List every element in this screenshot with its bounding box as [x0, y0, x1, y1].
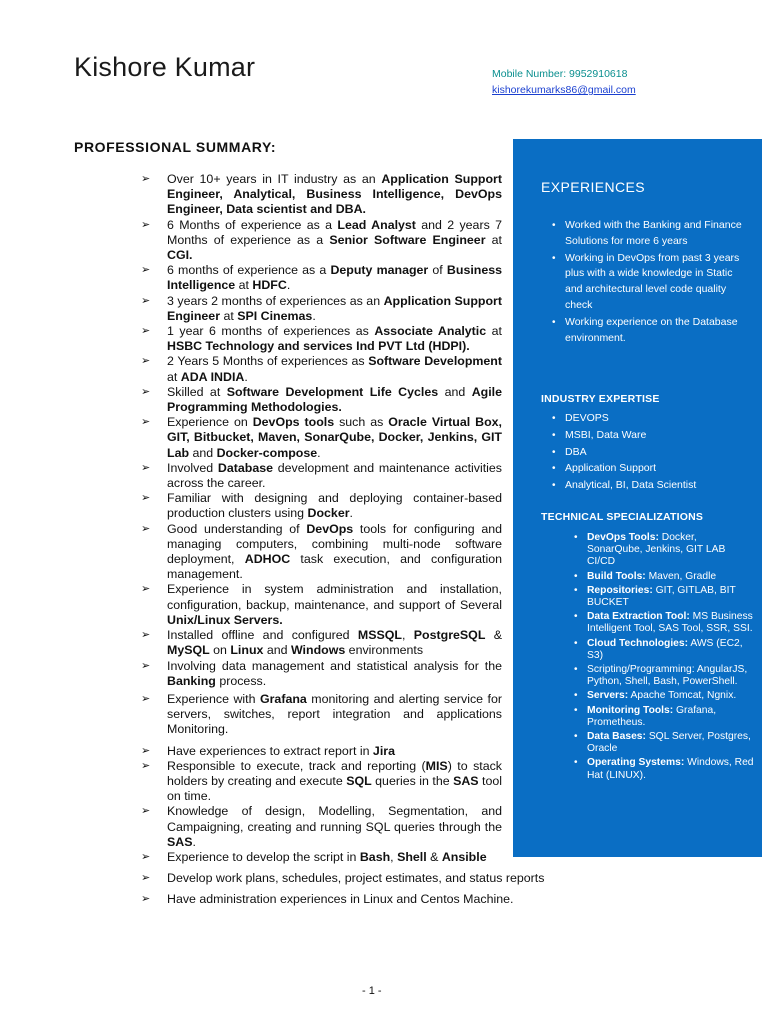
experience-item: • Working experience on the Database environment. — [565, 315, 745, 347]
summary-item-text: and — [189, 445, 217, 460]
summary-title: PROFESSIONAL SUMMARY: — [74, 139, 277, 155]
technical-item-label: DevOps Tools: — [587, 532, 659, 543]
technical-item-value: AWS (EC2, S3) — [587, 637, 743, 661]
summary-item-text: 1 year 6 months of experiences as — [167, 324, 375, 339]
technical-list — [587, 532, 755, 784]
summary-item-text: Familiar with designing and deploying container-based production clusters using — [167, 491, 502, 521]
candidate-name: Kishore Kumar — [74, 52, 256, 82]
arrowhead-bullet-icon: ➢ — [141, 583, 151, 596]
summary-item-text: Develop work plans, schedules, project estimates, and status reports — [167, 871, 545, 886]
summary-item-text: such as — [334, 415, 389, 430]
summary-item — [140, 744, 502, 759]
summary-item-text: 6 months of experience as a — [167, 263, 331, 278]
summary-item-text: Experience on — [167, 415, 253, 430]
technical-item-value: Docker, SonarQube, Jenkins, GIT LAB CI/CD — [587, 532, 726, 568]
summary-item — [140, 491, 502, 521]
technical-item — [587, 664, 755, 688]
summary-item-bold: Database — [217, 460, 273, 475]
summary-item — [140, 871, 590, 886]
summary-item-text: environments — [345, 643, 424, 658]
summary-item-text: & — [485, 628, 503, 643]
summary-item-text: Have experiences to extract report in — [167, 743, 373, 758]
summary-item-text: ) to stack holders by creating and execute — [167, 758, 502, 788]
summary-item — [140, 354, 502, 384]
summary-item-text: , — [401, 628, 414, 643]
summary-item-text: . — [192, 834, 196, 849]
summary-item-text: Over 10+ years in IT industry as an — [167, 172, 382, 186]
contact-block — [492, 66, 636, 98]
summary-item-bold: CGI. — [167, 248, 193, 263]
summary-item — [140, 892, 590, 907]
technical-item-label: Operating Systems: — [587, 757, 685, 769]
summary-item-bold: Ansible — [441, 849, 487, 864]
summary-item-bold: Software Development Life Cycles — [226, 384, 439, 399]
summary-item-text: Involving data management and statistical analysis for the — [167, 658, 502, 673]
summary-item-text: at — [485, 232, 502, 247]
summary-item-bold: HSBC Technology and services Ind PVT Ltd (HDPI). — [167, 339, 470, 354]
summary-item-text: Skilled at — [167, 384, 227, 399]
summary-item — [140, 628, 502, 658]
summary-item-bold: ADA INDIA — [180, 369, 245, 384]
technical-item-value: GIT, GITLAB, BIT BUCKET — [587, 584, 736, 609]
summary-item-text: and — [438, 384, 472, 399]
summary-item-text: task execution, and configuration management. — [167, 552, 502, 582]
summary-item-text: on — [209, 643, 231, 658]
summary-item-text: & — [426, 849, 442, 864]
technical-item-label: Servers: — [587, 690, 629, 702]
technical-item-label: Data Bases: — [587, 731, 646, 743]
technical-item-value: Maven, Gradle — [645, 570, 717, 582]
technical-item — [587, 757, 755, 781]
summary-item-text: tools for configuring and managing computers, combining multi-node software deployment, — [167, 521, 502, 567]
technical-item-value: Apache Tomcat, Ngnix. — [628, 690, 737, 702]
summary-item-bold: ADHOC — [244, 552, 291, 567]
summary-item-text: Experience in system administration and installation, configuration, backup, maintenance, and support of Several — [167, 582, 502, 612]
summary-item-bold: HDFC — [252, 278, 287, 293]
technical-item — [587, 705, 755, 729]
technical-item — [587, 611, 755, 635]
summary-item-text: Experience to develop the script in — [167, 849, 360, 864]
arrowhead-bullet-icon: ➢ — [141, 759, 151, 772]
arrowhead-bullet-icon: ➢ — [141, 692, 151, 705]
experiences-list — [565, 218, 745, 347]
technical-item — [587, 638, 755, 662]
technical-item — [587, 532, 755, 569]
summary-item-bold: SAS — [167, 834, 193, 849]
summary-item-text: of — [428, 263, 447, 278]
summary-item — [140, 522, 502, 583]
email-link[interactable]: kishorekumarks86@gmail.com — [492, 84, 636, 96]
arrowhead-bullet-icon: ➢ — [141, 872, 151, 885]
summary-item-bold: Docker — [307, 506, 350, 521]
arrowhead-bullet-icon: ➢ — [141, 850, 151, 863]
technical-item-label: Build Tools: — [587, 570, 646, 582]
summary-item-text: 6 Months of experience as a — [167, 217, 338, 232]
experiences-title: EXPERIENCES — [541, 179, 645, 195]
arrowhead-bullet-icon: ➢ — [141, 659, 151, 672]
summary-item — [140, 172, 502, 218]
summary-item-bold: Lead Analyst — [337, 217, 416, 232]
summary-item-text: at — [486, 324, 502, 339]
summary-list — [140, 172, 545, 908]
summary-item-bold: Agile Programming Methodologies. — [167, 384, 502, 415]
summary-item-text: Installed offline and configured — [167, 628, 358, 643]
summary-item-text: . — [312, 308, 316, 323]
summary-item-bold: DevOps tools — [252, 415, 335, 430]
industry-item: • Analytical, BI, Data Scientist — [565, 478, 745, 494]
technical-item-label: Monitoring Tools: — [587, 704, 674, 716]
experience-item: • Working in DevOps from past 3 years plus with a wide knowledge in Static and architectural level code quality check — [565, 251, 745, 314]
summary-item-text: queries in the — [371, 773, 454, 788]
industry-item: • MSBI, Data Ware — [565, 428, 745, 444]
summary-item-text: development and maintenance activities across the career. — [167, 460, 503, 491]
industry-title: INDUSTRY EXPERTISE — [541, 393, 660, 405]
summary-item-bold: MIS — [425, 758, 448, 773]
summary-item-bold: Business Intelligence — [167, 263, 503, 293]
industry-item: • DBA — [565, 445, 745, 461]
summary-item-text: 2 Years 5 Months of experiences as — [167, 354, 369, 369]
arrowhead-bullet-icon: ➢ — [141, 173, 151, 185]
technical-item-value: Grafana, Prometheus. — [587, 704, 717, 728]
arrowhead-bullet-icon: ➢ — [141, 294, 151, 307]
industry-list — [565, 411, 745, 495]
summary-item-text: process. — [215, 673, 267, 688]
summary-item-bold: SAS — [453, 773, 479, 788]
technical-item-value: MS Business Intelligent Tool, SAS Tool, SSR, SSI. — [587, 611, 753, 635]
experience-item: • Worked with the Banking and Finance Solutions for more 6 years — [565, 218, 745, 250]
summary-item-text: . — [286, 278, 291, 293]
summary-item-text: at — [235, 278, 253, 293]
arrowhead-bullet-icon: ➢ — [141, 385, 151, 398]
summary-item-bold: DevOps — [306, 521, 354, 536]
arrowhead-bullet-icon: ➢ — [141, 492, 151, 505]
technical-item — [587, 690, 755, 702]
summary-item-text: and 2 years 7 Months of experience as a — [167, 217, 502, 247]
summary-item — [140, 263, 502, 293]
technical-item-label: Cloud Technologies: — [587, 637, 689, 649]
summary-item-bold: Shell — [397, 849, 427, 864]
summary-item-bold: Banking — [167, 673, 216, 688]
arrowhead-bullet-icon: ➢ — [141, 805, 151, 818]
summary-item-text: Experience with — [167, 691, 260, 706]
summary-item — [140, 804, 502, 850]
summary-item — [140, 294, 502, 324]
summary-item-bold: Application Support Engineer — [167, 293, 502, 323]
summary-item-bold: Oracle Virtual Box, GIT, Bitbucket, Maven, SonarQube, Docker, Jenkins, GIT Lab — [167, 415, 502, 460]
technical-item — [587, 571, 755, 583]
summary-item-text: Good understanding of — [167, 521, 307, 536]
summary-item-text: . — [244, 369, 248, 384]
summary-item — [140, 218, 502, 264]
mobile-number: Mobile Number: 9952910618 — [492, 68, 628, 80]
summary-item-bold: Docker-compose — [216, 445, 318, 460]
arrowhead-bullet-icon: ➢ — [141, 218, 151, 231]
arrowhead-bullet-icon: ➢ — [141, 325, 151, 338]
industry-item: • DEVOPS — [565, 411, 745, 427]
arrowhead-bullet-icon: ➢ — [141, 416, 151, 429]
industry-item: • Application Support — [565, 461, 745, 477]
summary-item-text: and — [263, 643, 291, 658]
arrowhead-bullet-icon: ➢ — [141, 461, 151, 474]
summary-item — [140, 659, 502, 689]
sidebar-panel — [513, 139, 762, 857]
summary-item-bold: PostgreSQL — [413, 628, 486, 643]
summary-item — [140, 415, 502, 461]
arrowhead-bullet-icon: ➢ — [141, 893, 151, 906]
summary-item-bold: Grafana — [259, 691, 307, 706]
technical-title: TECHNICAL SPECIALIZATIONS — [541, 511, 704, 523]
summary-item — [140, 385, 502, 415]
summary-item-bold: Jira — [372, 743, 395, 758]
summary-item-bold: Linux — [230, 643, 264, 658]
summary-item-text: monitoring and alerting service for servers, switches, report integration and applications Monitoring. — [167, 691, 502, 737]
summary-item-text: 3 years 2 months of experiences as an — [167, 293, 384, 308]
page-number: - 1 - — [362, 985, 382, 997]
summary-item-bold: Windows — [290, 643, 346, 658]
technical-item-label: Data Extraction Tool: — [587, 611, 690, 623]
summary-item-bold: Deputy manager — [330, 263, 429, 278]
summary-item-bold: MySQL — [167, 643, 210, 658]
technical-item — [587, 585, 755, 609]
summary-item-text: . — [317, 445, 321, 460]
technical-item-label: Repositories: — [587, 584, 653, 596]
summary-item-text: tool on time. — [167, 773, 503, 804]
arrowhead-bullet-icon: ➢ — [141, 629, 151, 642]
summary-item — [140, 692, 502, 738]
arrowhead-bullet-icon: ➢ — [141, 744, 151, 757]
summary-item-text: , — [390, 849, 398, 864]
summary-item — [140, 759, 502, 805]
arrowhead-bullet-icon: ➢ — [141, 355, 151, 368]
summary-item-text: Responsible to execute, track and reporting ( — [167, 758, 426, 773]
technical-item — [587, 731, 755, 755]
technical-item-value: Scripting/Programming: AngularJS, Python, Shell, Bash, PowerShell. — [587, 664, 748, 688]
summary-item-bold: Software Development — [368, 354, 503, 369]
summary-item-text: Involved — [167, 460, 218, 475]
summary-item-text: at — [220, 308, 238, 323]
summary-item-bold: Unix/Linux Servers. — [167, 612, 283, 627]
technical-item-value: Windows, Red Hat (LINUX). — [587, 757, 754, 781]
summary-item-text: at — [167, 369, 181, 384]
summary-item — [140, 461, 502, 491]
summary-item-text: . — [349, 506, 353, 521]
summary-item-bold: Application Support Engineer, Analytical, Business Intelligence, DevOps Engineer, Data scientist and DBA. — [167, 172, 502, 217]
summary-item-bold: SPI Cinemas — [237, 308, 313, 323]
summary-item-bold: Bash — [359, 849, 391, 864]
summary-item-bold: Associate Analytic — [374, 324, 487, 339]
arrowhead-bullet-icon: ➢ — [141, 264, 151, 277]
arrowhead-bullet-icon: ➢ — [141, 522, 151, 535]
summary-item-bold: MSSQL — [357, 628, 402, 643]
summary-item-bold: SQL — [346, 773, 372, 788]
summary-item — [140, 582, 502, 628]
summary-item-text: Have administration experiences in Linux and Centos Machine. — [167, 892, 514, 907]
summary-item-text: Knowledge of design, Modelling, Segmentation, and Campaigning, creating and running SQL queries through the — [167, 804, 502, 834]
summary-item-bold: Senior Software Engineer — [329, 232, 486, 247]
summary-item — [140, 324, 502, 354]
technical-item-value: SQL Server, Postgres, Oracle — [587, 731, 751, 755]
